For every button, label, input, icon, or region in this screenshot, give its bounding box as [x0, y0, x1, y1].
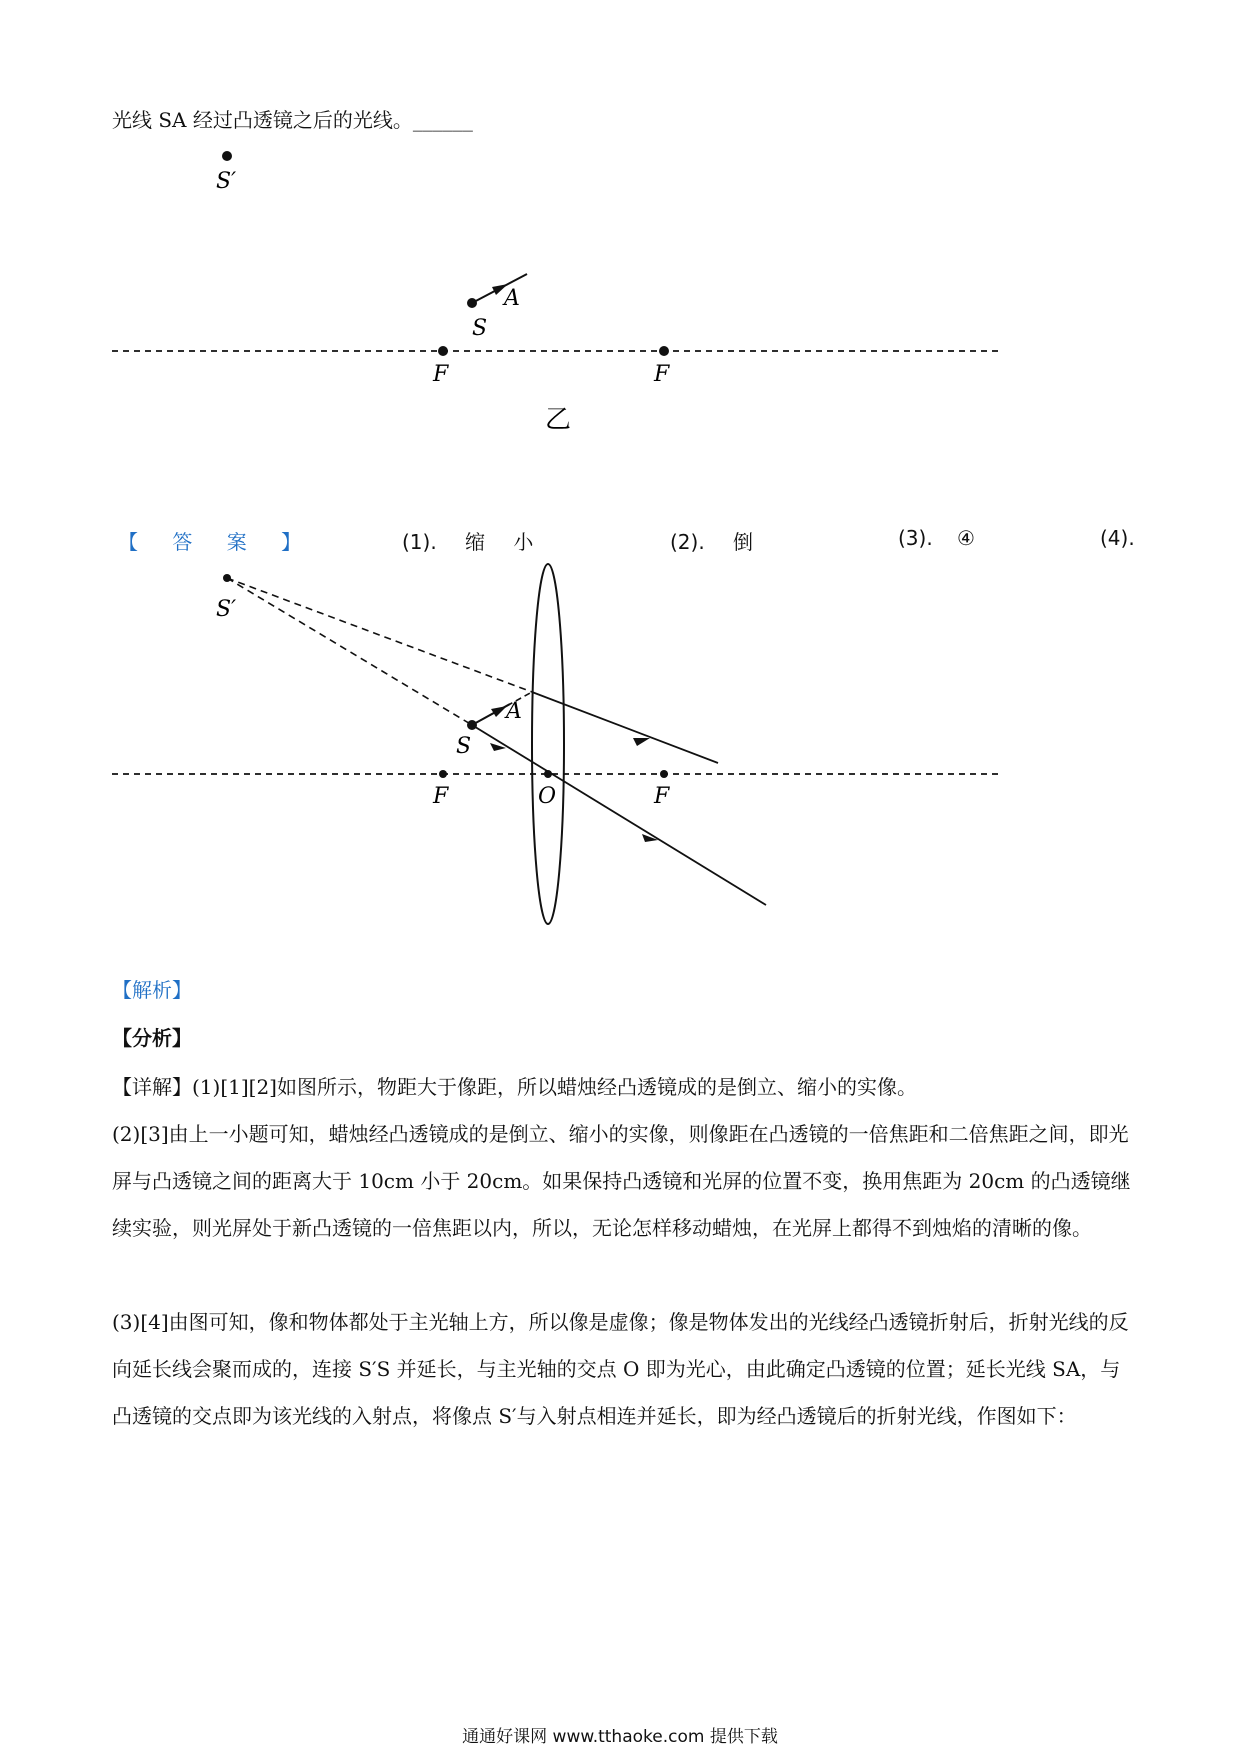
section-fenxi: 【分析】	[112, 1026, 192, 1050]
page-footer: 通通好课网 www.tthaoke.com 提供下载	[462, 1727, 778, 1747]
label-f-left: F	[433, 784, 449, 809]
label-s-prime: S′	[216, 597, 237, 622]
center-ray	[472, 725, 766, 905]
point-s-prime	[222, 151, 232, 161]
convex-lens	[532, 564, 564, 924]
answer-item-4: (4).	[1100, 526, 1135, 550]
label-s: S	[472, 316, 488, 341]
focus-left	[439, 770, 447, 778]
back-extension-refracted	[227, 578, 532, 692]
refracted-ray-arrow	[633, 738, 650, 746]
answer-bracket: 【 答 案 】	[118, 530, 316, 554]
question-fragment: 光线 SA 经过凸透镜之后的光线。______	[112, 108, 473, 132]
label-f-right: F	[654, 784, 670, 809]
section-jiexi: 【解析】	[112, 978, 192, 1002]
label-o: O	[538, 784, 557, 809]
focus-left	[438, 346, 448, 356]
figure-yi	[0, 130, 1240, 440]
refracted-ray	[532, 692, 718, 763]
back-extension-ss	[227, 578, 472, 725]
detail-paragraph-2: (2)[3]由上一小题可知，蜡烛经凸透镜成的是倒立、缩小的实像，则像距在凸透镜的一倍焦距和二倍焦距之间，即光屏与凸透镜之间的距离大于 10cm 小于 20cm。如果保持凸透镜和光屏的位置不变，换用焦距为 20cm 的凸透镜继续实验，则光屏处于新凸透镜的一倍焦距以内，所以，无论怎样移动蜡烛，在光屏上都得不到烛焰的清晰的像。	[112, 1122, 1131, 1240]
answer-item-3: (3). ④	[898, 526, 975, 550]
detail-paragraph-1: 【详解】(1)[1][2]如图所示，物距大于像距，所以蜡烛经凸透镜成的是倒立、缩小的实像。	[112, 1075, 917, 1099]
figure-solution	[0, 560, 1240, 960]
optical-center	[544, 770, 552, 778]
label-f-left: F	[433, 362, 449, 387]
label-f-right: F	[654, 362, 670, 387]
focus-right	[659, 346, 669, 356]
focus-right	[660, 770, 668, 778]
answer-item-1: (1). 缩 小	[402, 530, 534, 554]
figure-caption: 乙	[545, 405, 572, 435]
ray-sa-arrow	[491, 706, 507, 717]
label-a: A	[506, 699, 522, 724]
label-s: S	[456, 734, 472, 759]
detail-paragraph-3: (3)[4]由图可知，像和物体都处于主光轴上方，所以像是虚像；像是物体发出的光线经凸透镜折射后，折射光线的反向延长线会聚而成的，连接 S′S 并延长，与主光轴的交点 O 即为光心，由此确定凸透镜的位置；延长光线 SA，与凸透镜的交点即为该光线的入射点，将像点 S′与入射点相连并延长，即为经凸透镜后的折射光线，作图如下：	[112, 1310, 1129, 1428]
label-s-prime: S′	[216, 169, 237, 194]
answer-item-2: (2). 倒	[670, 530, 754, 554]
label-a: A	[504, 286, 520, 311]
